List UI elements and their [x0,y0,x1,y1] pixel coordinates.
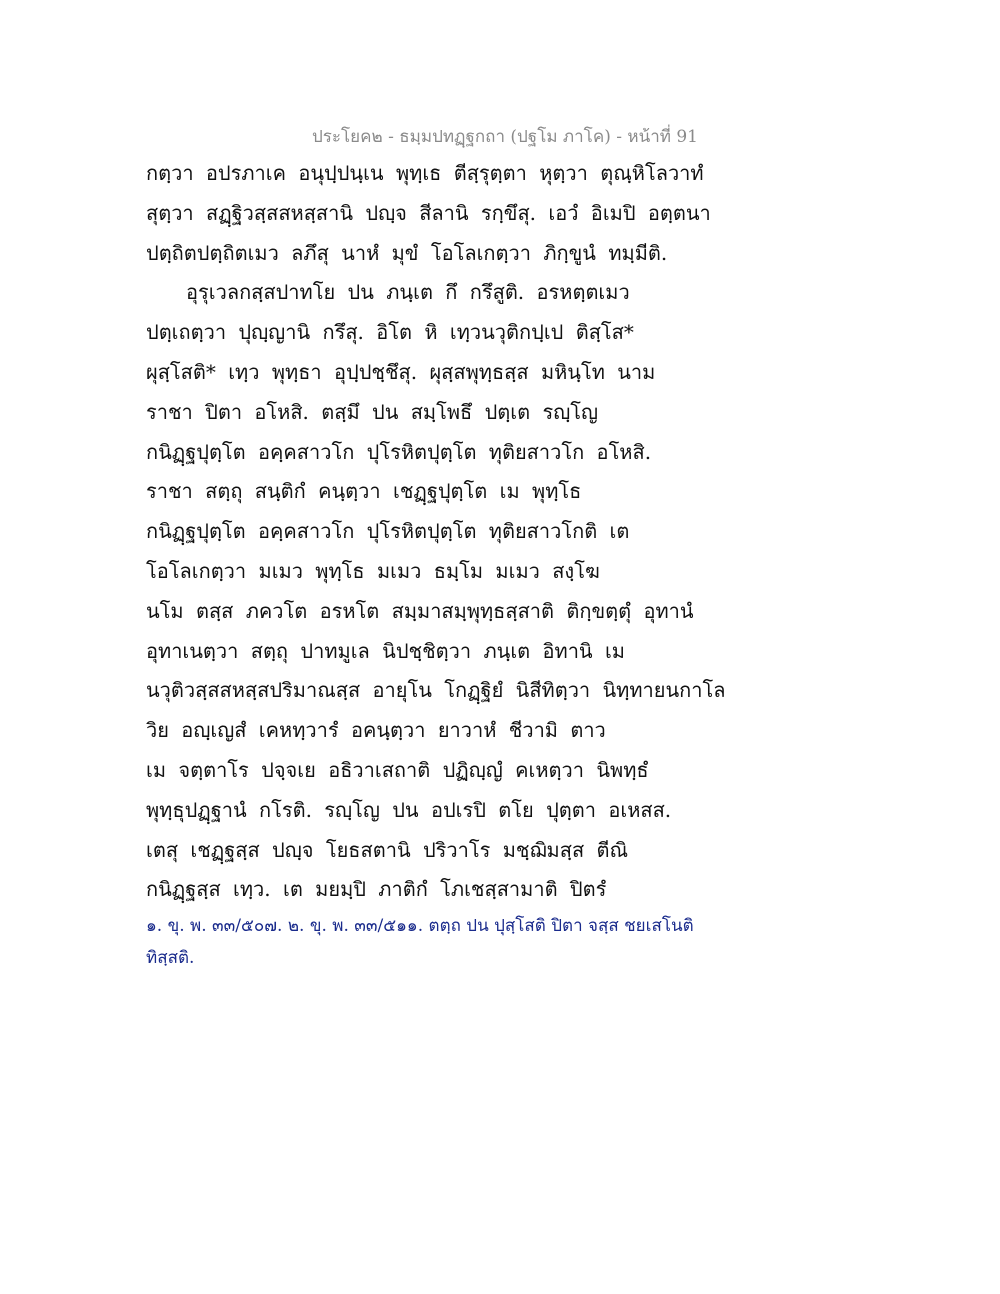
body-line: ผุสฺโสติ* เทฺว พุทฺธา อุปฺปชฺชึสุ. ผุสฺสพุทฺธสฺส มหินฺโท นาม [146,359,656,384]
body-line: กนิฏฺฐปุตฺโต อคฺคสาวโก ปุโรหิตปุตฺโต ทุติยสาวโกติ เต [146,519,630,544]
body-line: นวุติวสฺสสหสฺสปริมาณสฺส อายุโน โกฏฺฐิยํ นิสีทิตฺวา นิทฺทายนกาโล [146,678,726,703]
body-line: นโม ตสฺส ภควโต อรหโต สมฺมาสมฺพุทฺธสฺสาติ ติกฺขตฺตุํ อุทานํ [146,598,694,623]
body-line: เม จตฺตาโร ปจฺจเย อธิวาเสถาติ ปฏิญฺญํ คเหตฺวา นิพทฺธํ [146,757,649,782]
body-line: ปตฺเถตฺวา ปุญฺญานิ กรึสุ. อิโต หิ เทฺวนวุติกปฺเป ติสฺโส* [146,320,634,345]
body-line: กนิฏฺฐสฺส เทฺว. เต มยมฺปิ ภาติกํ โภเชสฺสามาติ ปิตรํ [146,877,607,902]
body-line: กนิฏฺฐปุตฺโต อคฺคสาวโก ปุโรหิตปุตฺโต ทุติยสาวโก อโหสิ. [146,439,652,464]
body-line: พุทฺธุปฏฺฐานํ กโรติ. รญฺโญ ปน อปเรปิ ตโย ปุตฺตา อเหสส. [146,797,672,822]
body-text [146,156,726,912]
body-line: วิย อญฺเญสํ เคหทฺวารํ อคนฺตฺวา ยาวาหํ ชีวามิ ตาว [146,718,606,743]
body-line: อุทาเนตฺวา สตฺถุ ปาทมูเล นิปชฺชิตฺวา ภนฺเต อิทานิ เม [146,638,625,663]
footnote-line: ทิสฺสติ. [146,948,195,968]
body-line: เตสุ เชฏฺฐสฺส ปญฺจ โยธสตานิ ปริวาโร มชฺฌิมสฺส ตีณิ [146,837,629,862]
body-line: ราชา ปิตา อโหสิ. ตสฺมึ ปน สมฺโพธึ ปตฺเต รญฺโญ [146,399,599,424]
footnote-line: ๑. ขุ. พ. ๓๓/๕๐๗. ๒. ขุ. พ. ๓๓/๕๑๑. ตตฺถ ปน ปุสฺโสติ ปิตา จสฺส ชยเสโนติ [146,916,694,936]
body-line: สุตฺวา สฏฺฐิวสฺสสหสฺสานิ ปญฺจ สีลานิ รกฺขึสุ. เอวํ อิเมปิ อตฺตนา [146,200,711,225]
body-line: ปตฺถิตปตฺถิตเมว ลภึสุ นาหํ มุขํ โอโลเกตฺวา ภิกฺขูนํ ทมฺมีติ. [146,240,668,265]
page-header-text: ประโยค๒ - ธมฺมปทฏฺฐกถา (ปฐโม ภาโค) - หน้าที่ 91 [312,127,698,147]
body-line: โอโลเกตฺวา มเมว พุทฺโธ มเมว ธมฺโม มเมว สงฺโฆ [146,558,600,583]
body-line: ราชา สตฺถุ สนฺติกํ คนฺตฺวา เชฏฺฐปุตฺโต เม พุทฺโธ [146,479,582,504]
body-line: อุรุเวลกสฺสปาทโย ปน ภนฺเต กึ กรึสูติ. อรหตฺตเมว [186,280,630,305]
body-line: กตฺวา อปรภาเค อนุปฺปนฺเน พุทฺเธ ตีสฺรุตฺตา หุตฺวา ตุณฺหิโลวาทํ [146,161,704,185]
footnote [146,911,706,975]
page-header [0,123,1000,150]
